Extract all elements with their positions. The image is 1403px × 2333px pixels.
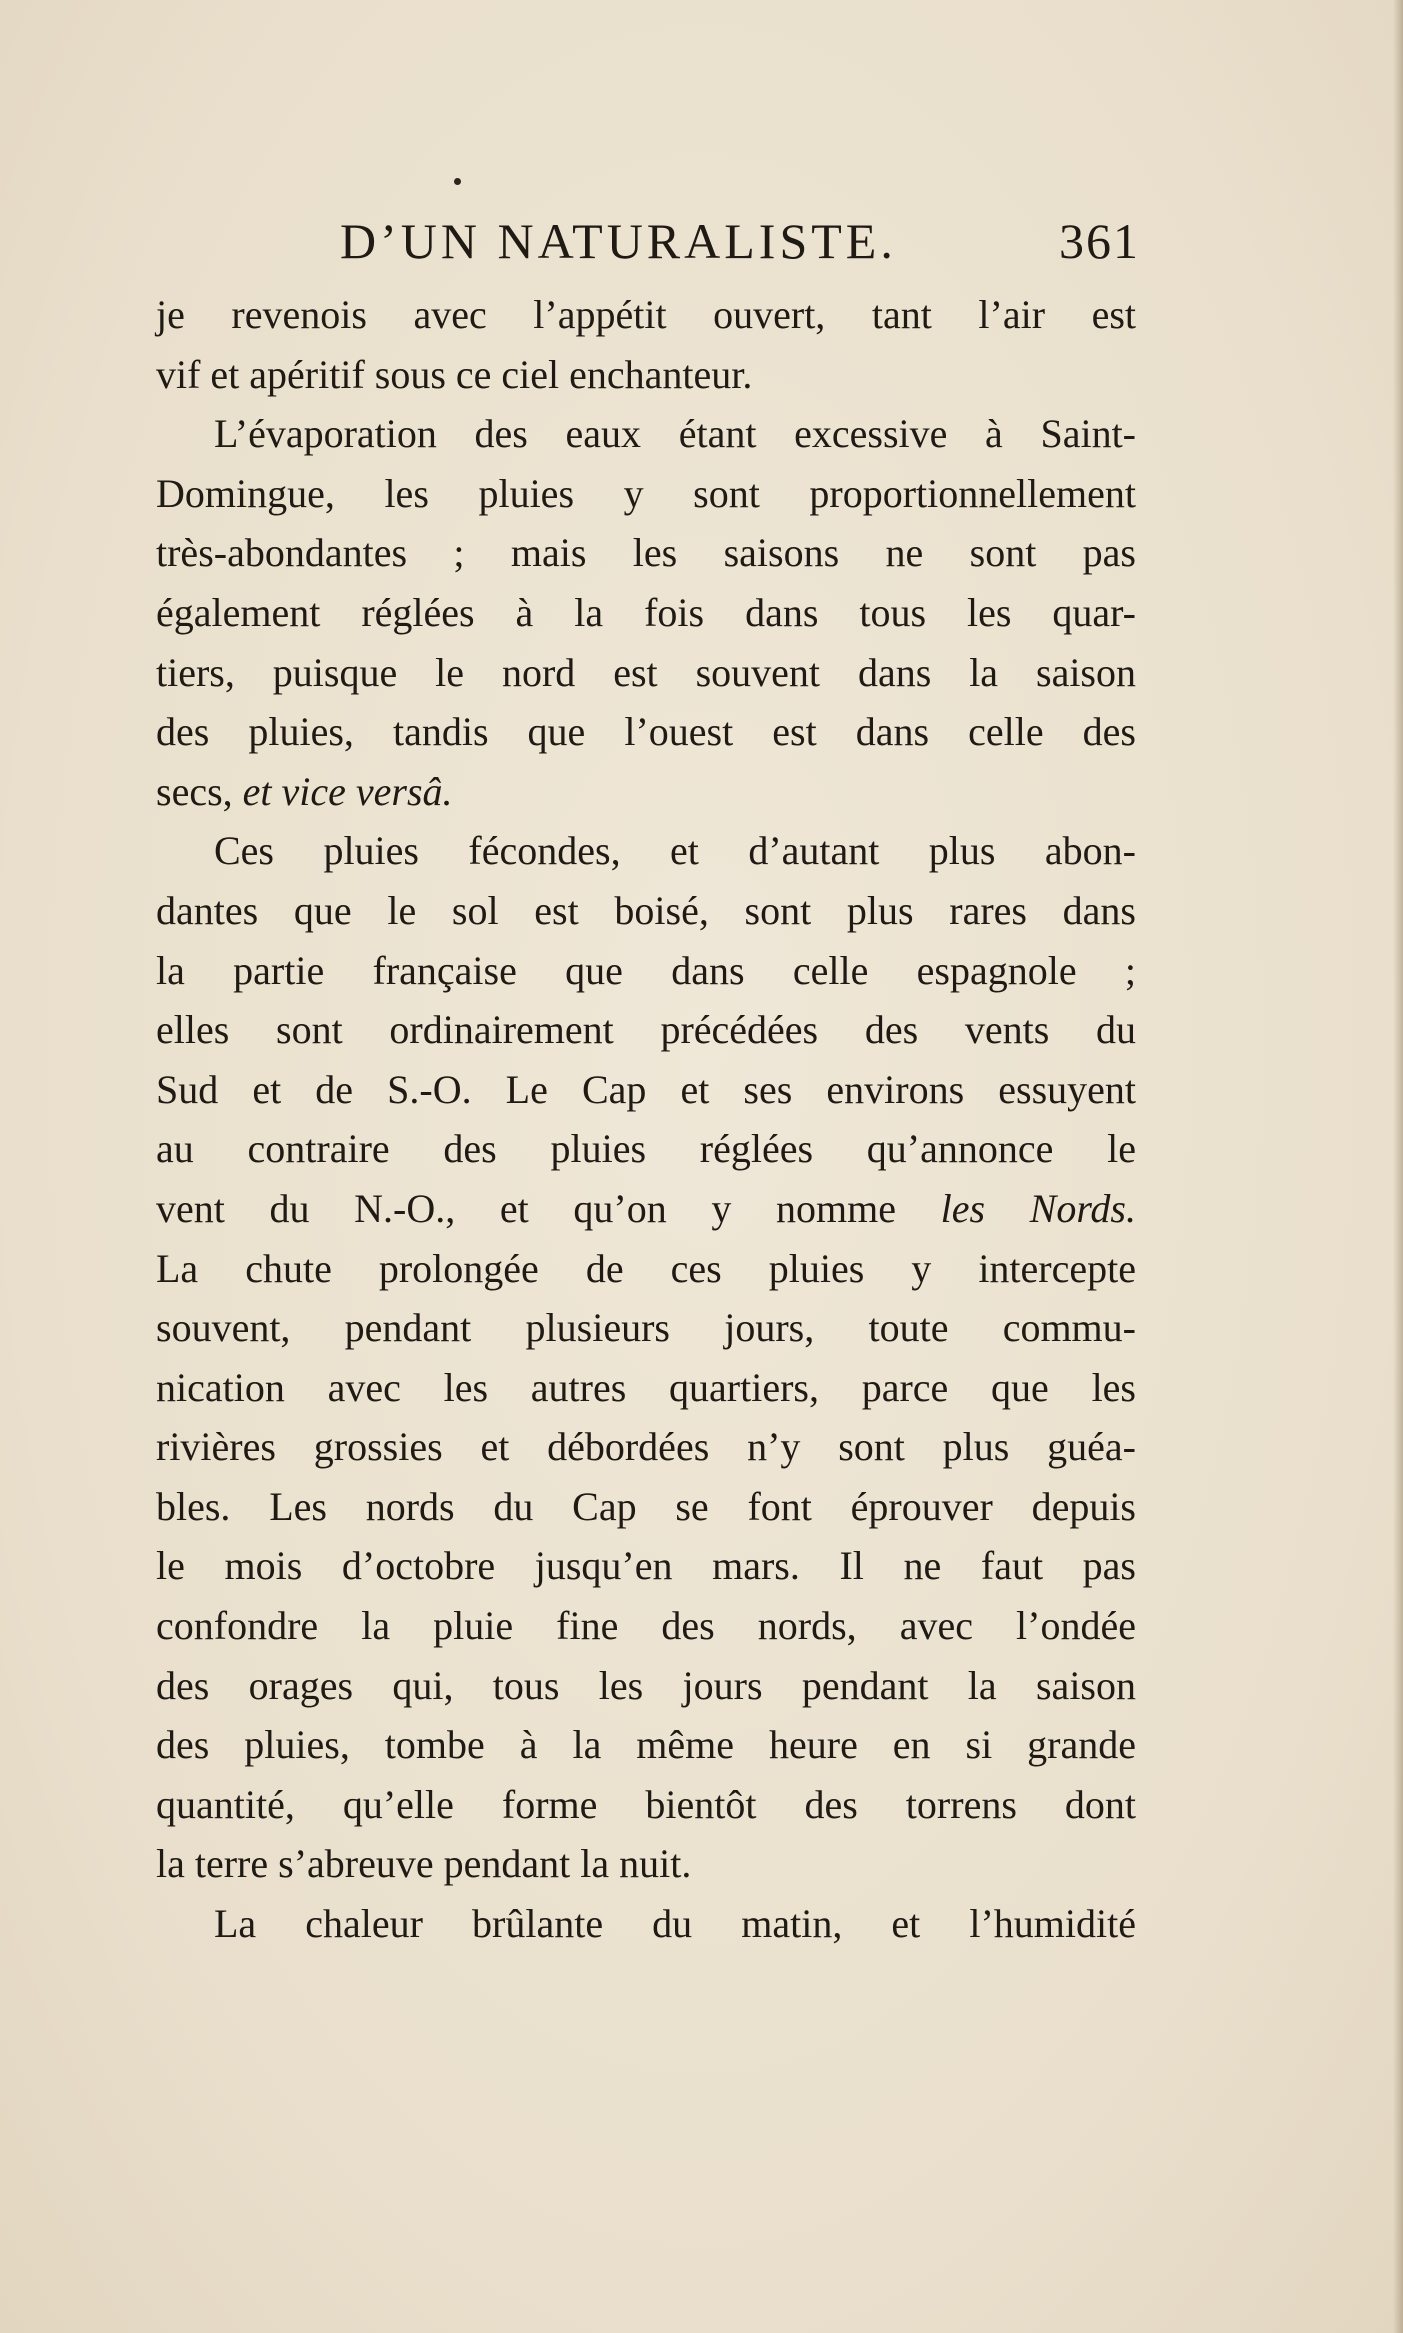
text-line: au contraire des pluies réglées qu’annonce le: [156, 1126, 1136, 1172]
text-line: souvent, pendant plusieurs jours, toute commu-: [156, 1305, 1136, 1351]
text-line: très-abondantes ; mais les saisons ne sont pas: [156, 530, 1136, 576]
text-line: Domingue, les pluies y sont proportionnellement: [156, 470, 1136, 516]
page-number: 361: [1059, 213, 1140, 269]
text-line: la partie française que dans celle espagnole ;: [156, 947, 1136, 993]
body-text: [156, 285, 1136, 1954]
text-line: des pluies, tombe à la même heure en si grande: [156, 1722, 1136, 1768]
text-line: La chaleur brûlante du matin, et l’humidité: [214, 1901, 1136, 1947]
text-line: confondre la pluie fine des nords, avec l’ondée: [156, 1603, 1136, 1649]
text-line: nication avec les autres quartiers, parce que les: [156, 1364, 1136, 1410]
text-segment: secs,: [156, 768, 243, 814]
text-line: la terre s’abreuve pendant la nuit.: [156, 1841, 692, 1887]
text-line-mixed: [156, 762, 1136, 822]
text-line: le mois d’octobre jusqu’en mars. Il ne faut pas: [156, 1543, 1136, 1589]
page-edge-shadow: [1393, 0, 1403, 2333]
running-title: D’UN NATURALISTE.: [340, 213, 897, 269]
text-line: Sud et de S.-O. Le Cap et ses environs essuyent: [156, 1066, 1136, 1112]
text-line-mixed: [156, 1179, 1136, 1239]
text-line: rivières grossies et débordées n’y sont plus guéa-: [156, 1424, 1136, 1470]
text-line: dantes que le sol est boisé, sont plus rares dans: [156, 887, 1136, 933]
text-segment: vent du N.-O., et qu’on y nomme: [156, 1185, 941, 1231]
text-line: vif et apéritif sous ce ciel enchanteur.: [156, 351, 753, 397]
text-line: elles sont ordinairement précédées des vents du: [156, 1007, 1136, 1053]
ink-dot: [454, 178, 461, 185]
page-header: [340, 212, 1140, 276]
italic-phrase: et vice versâ.: [242, 768, 453, 814]
text-line: également réglées à la fois dans tous les quar-: [156, 589, 1136, 635]
text-line: bles. Les nords du Cap se font éprouver depuis: [156, 1483, 1136, 1529]
text-line: tiers, puisque le nord est souvent dans la saison: [156, 649, 1136, 695]
text-line: des pluies, tandis que l’ouest est dans celle des: [156, 709, 1136, 755]
text-line: Ces pluies fécondes, et d’autant plus abon-: [214, 828, 1136, 874]
text-line: je revenois avec l’appétit ouvert, tant l’air est: [156, 292, 1136, 337]
italic-phrase: les Nords.: [940, 1185, 1136, 1231]
text-line: quantité, qu’elle forme bientôt des torrens dont: [156, 1781, 1136, 1827]
text-line: L’évaporation des eaux étant excessive à Saint-: [214, 411, 1136, 457]
text-line: des orages qui, tous les jours pendant la saison: [156, 1662, 1136, 1708]
text-line: La chute prolongée de ces pluies y intercepte: [156, 1245, 1136, 1291]
